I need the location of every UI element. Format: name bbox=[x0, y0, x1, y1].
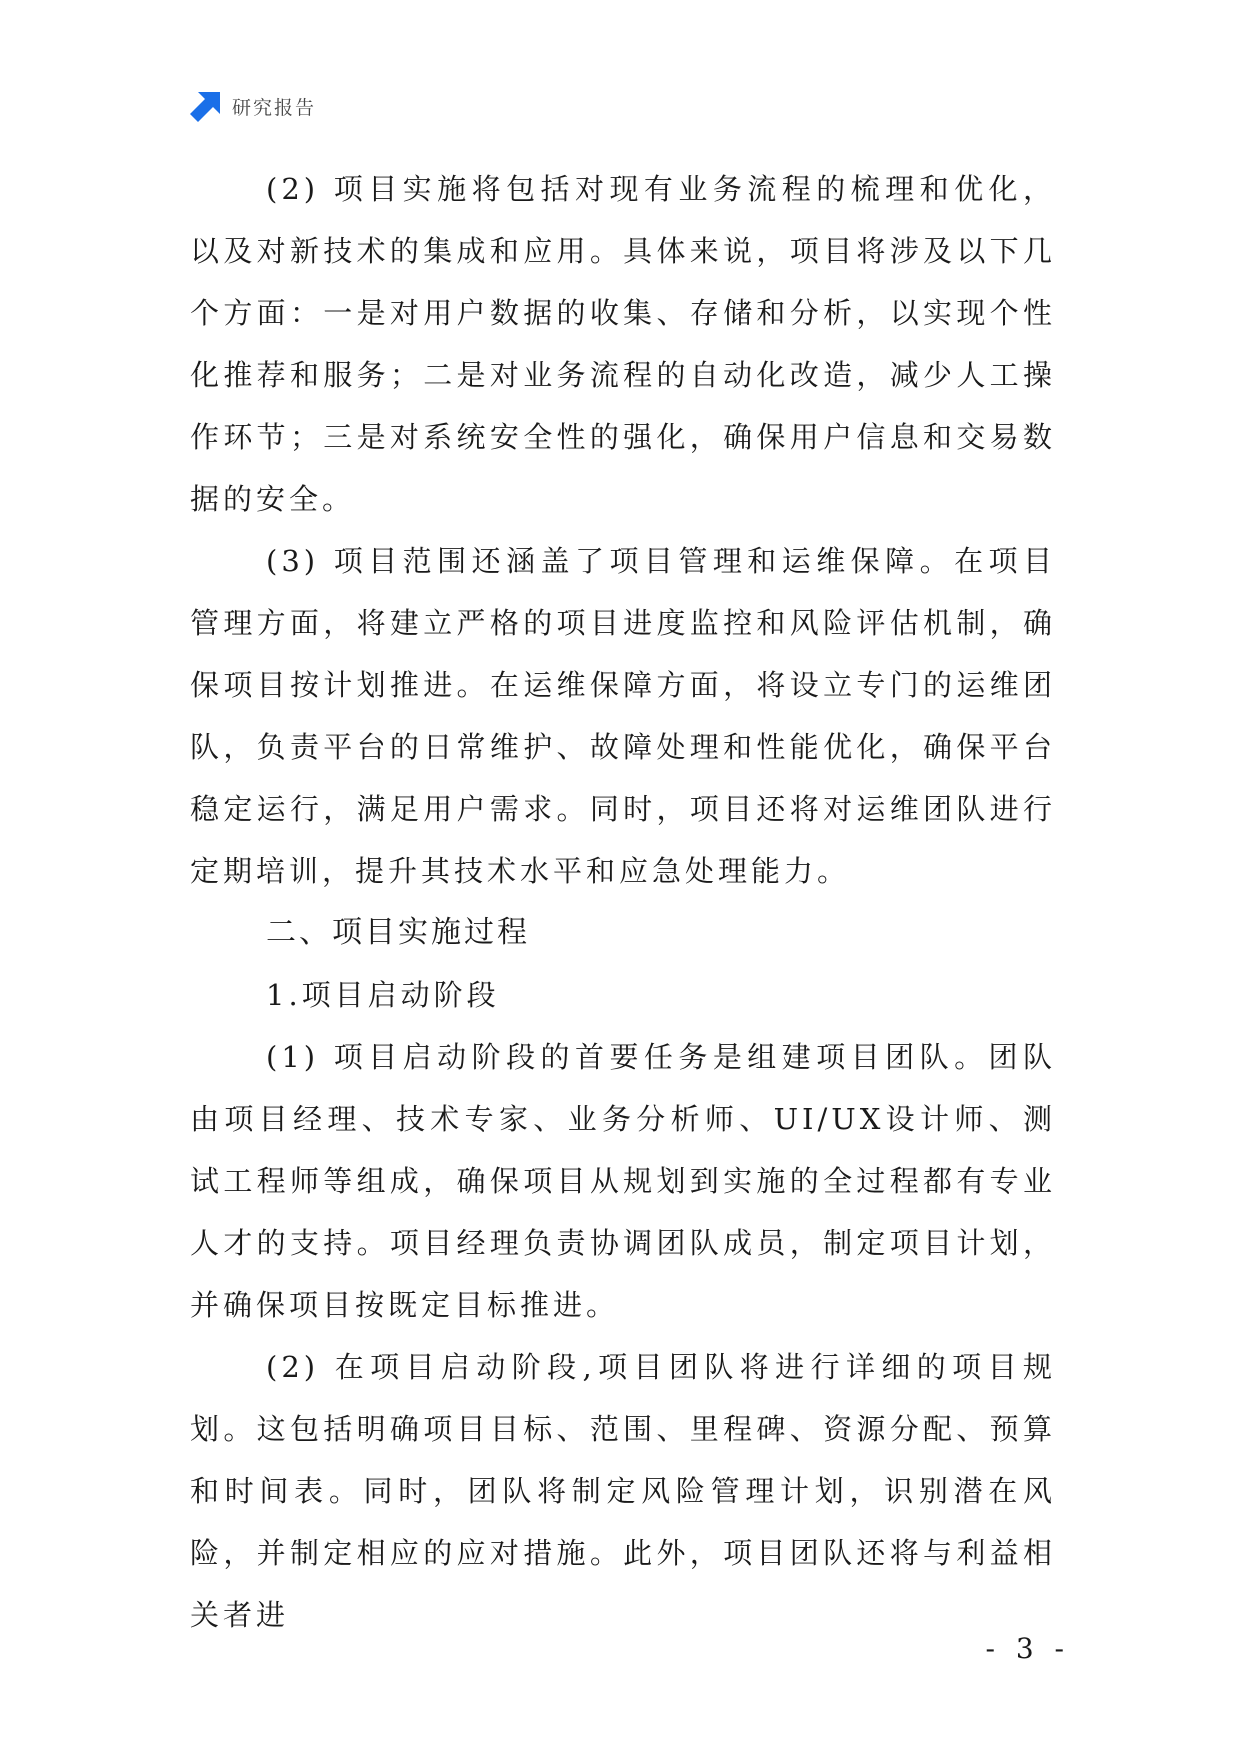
section-heading: 二、项目实施过程 bbox=[266, 915, 530, 950]
paragraph: (2) 项目实施将包括对现有业务流程的梳理和优化，以及对新技术的集成和应用。具体来说，项目将涉及以下几个方面：一是对用户数据的收集、存储和分析，以实现个性化推荐和服务；二是对业务流程的自动化改造，减少人工操作环节；三是对系统安全性的强化，确保用户信息和交易数据的安全。 bbox=[190, 172, 1056, 516]
document-header bbox=[190, 88, 316, 124]
document-body bbox=[190, 158, 1056, 1646]
page-number: - 3 - bbox=[985, 1632, 1070, 1665]
subsection-heading: 1.项目启动阶段 bbox=[266, 978, 500, 1012]
arrow-up-right-icon bbox=[190, 90, 222, 122]
paragraph: (2) 在项目启动阶段,项目团队将进行详细的项目规划。这包括明确项目目标、范围、里程碑、资源分配、预算和时间表。同时，团队将制定风险管理计划，识别潜在风险，并制定相应的应对措施。此外，项目团队还将与利益相关者进 bbox=[190, 1350, 1056, 1632]
paragraph: (3) 项目范围还涵盖了项目管理和运维保障。在项目管理方面，将建立严格的项目进度监控和风险评估机制，确保项目按计划推进。在运维保障方面，将设立专门的运维团队，负责平台的日常维护、故障处理和性能优化，确保平台稳定运行，满足用户需求。同时，项目还将对运维团队进行定期培训，提升其技术水平和应急处理能力。 bbox=[190, 544, 1056, 888]
header-title: 研究报告 bbox=[232, 96, 317, 119]
paragraph: (1) 项目启动阶段的首要任务是组建项目团队。团队由项目经理、技术专家、业务分析师、UI/UX设计师、测试工程师等组成，确保项目从规划到实施的全过程都有专业人才的支持。项目经理负责协调团队成员，制定项目计划，并确保项目按既定目标推进。 bbox=[190, 1040, 1056, 1322]
